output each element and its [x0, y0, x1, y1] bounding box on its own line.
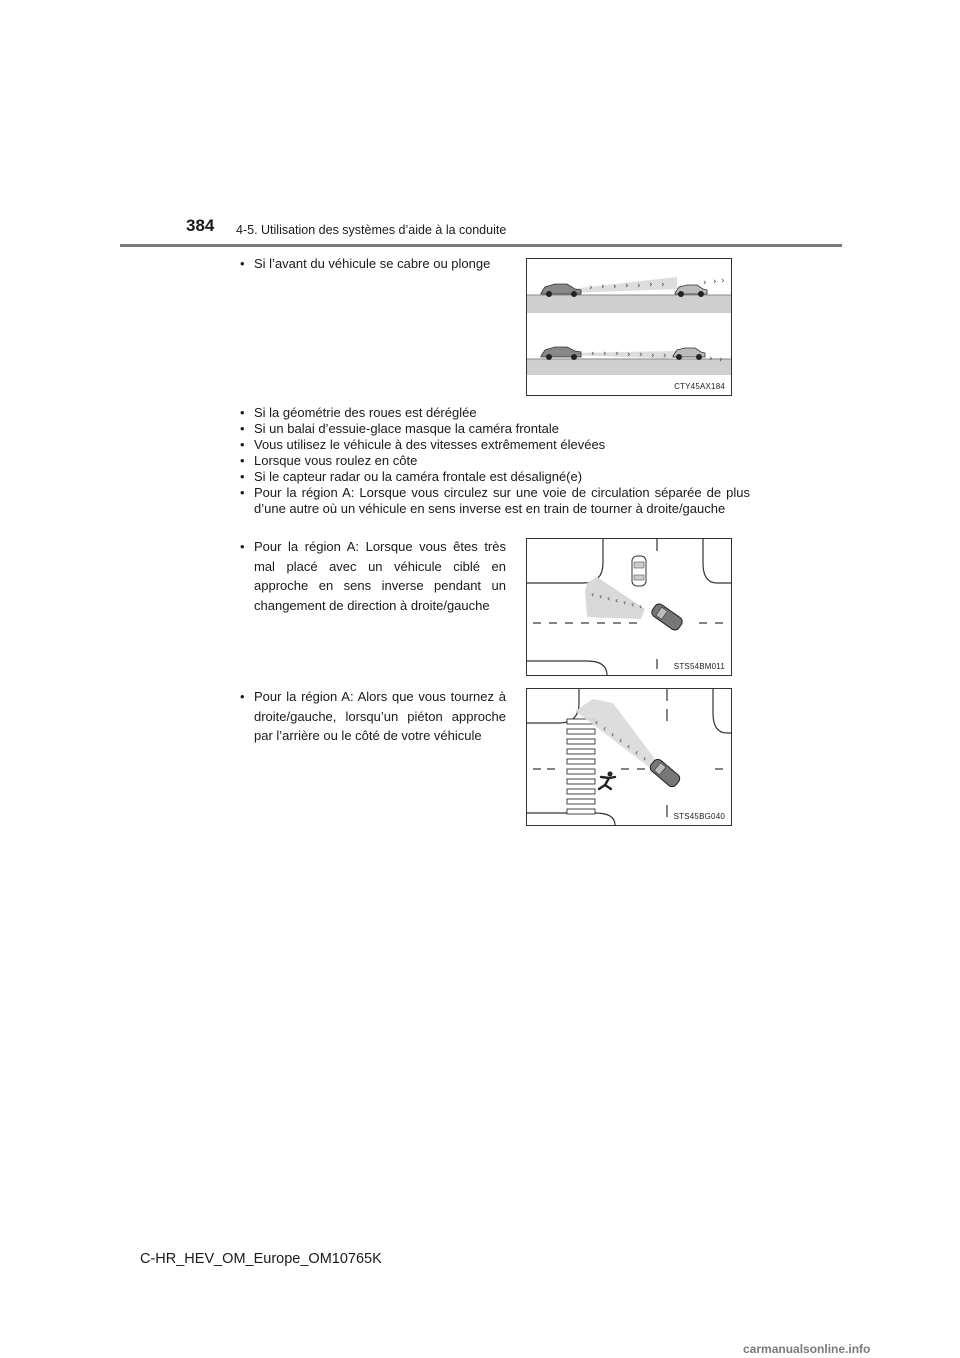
- vehicle-pitch-drawing: [527, 259, 731, 395]
- svg-text:›: ›: [627, 350, 631, 360]
- bullet-item-hill: • Lorsque vous roulez en côte: [240, 453, 750, 469]
- radar-beam-bottom: [571, 351, 677, 359]
- bullet-item-pitch: • Si l’avant du véhicule se cabre ou plonge: [240, 256, 520, 272]
- header-divider: [120, 244, 842, 247]
- svg-text:›: ›: [721, 276, 725, 286]
- svg-text:›: ›: [663, 351, 667, 361]
- illustration-oncoming-turn: [526, 538, 732, 676]
- svg-text:›: ›: [625, 281, 629, 291]
- pedestrian-icon: [599, 772, 615, 790]
- svg-text:›: ›: [603, 349, 607, 359]
- svg-text:›: ›: [601, 282, 605, 292]
- oncoming-turn-drawing: [527, 539, 731, 675]
- svg-text:›: ›: [615, 349, 619, 359]
- svg-text:‹: ‹: [627, 742, 631, 751]
- svg-text:‹: ‹: [607, 594, 611, 603]
- illustration-vehicle-pitch: [526, 258, 732, 396]
- svg-text:›: ›: [709, 354, 713, 364]
- svg-text:‹: ‹: [611, 730, 615, 739]
- page-number: 384: [186, 216, 215, 235]
- bullet-item-oncoming-turn: • Pour la région A: Lorsque vous êtes très mal placé avec un véhicule ciblé en approche en sens inverse pendant un changement de direction à droite/gauche: [240, 537, 506, 615]
- car-icon: [673, 348, 705, 360]
- svg-text:‹: ‹: [631, 600, 635, 609]
- svg-text:›: ›: [713, 277, 717, 287]
- illustration-pedestrian-turn: [526, 688, 732, 826]
- bullet-item-high-speed: • Vous utilisez le véhicule à des vitesses extrêmement élevées: [240, 437, 750, 453]
- svg-text:›: ›: [719, 355, 723, 365]
- svg-text:‹: ‹: [603, 724, 607, 733]
- svg-text:›: ›: [589, 283, 593, 293]
- svg-text:‹: ‹: [635, 748, 639, 757]
- car-icon: [648, 757, 682, 788]
- svg-text:‹: ‹: [615, 596, 619, 605]
- svg-text:›: ›: [639, 350, 643, 360]
- figure-code: STS54BM011: [673, 662, 725, 671]
- svg-text:‹: ‹: [599, 592, 603, 601]
- svg-text:‹: ‹: [595, 718, 599, 727]
- car-icon: [541, 347, 581, 360]
- svg-text:›: ›: [591, 349, 595, 359]
- figure-code: CTY45AX184: [674, 382, 725, 391]
- svg-text:‹: ‹: [623, 598, 627, 607]
- bullet-item-separated-lane: • Pour la région A: Lorsque vous circulez sur une voie de circulation séparée de plus d’une autre où un véhicule en sens inverse est en train de tourner à droite/gauche: [240, 485, 750, 517]
- bullet-item-wheel-alignment: • Si la géométrie des roues est déréglée: [240, 405, 750, 421]
- figure-code: STS45BG040: [673, 812, 725, 821]
- svg-text:›: ›: [651, 351, 655, 361]
- svg-text:‹: ‹: [591, 590, 595, 599]
- document-id: C-HR_HEV_OM_Europe_OM10765K: [140, 1251, 382, 1267]
- svg-text:›: ›: [613, 282, 617, 292]
- watermark: carmanualsonline.info: [743, 1342, 871, 1356]
- svg-text:‹: ‹: [619, 736, 623, 745]
- bullet-item-misaligned: • Si le capteur radar ou la caméra frontale est désaligné(e): [240, 469, 750, 485]
- section-title: 4-5. Utilisation des systèmes d’aide à la conduite: [236, 223, 507, 237]
- svg-text:›: ›: [703, 278, 707, 288]
- svg-text:›: ›: [637, 281, 641, 291]
- car-icon: [632, 556, 646, 586]
- car-icon: [650, 602, 684, 632]
- crosswalk: [567, 719, 595, 814]
- svg-text:‹: ‹: [643, 754, 647, 763]
- bullet-item-pedestrian: • Pour la région A: Alors que vous tournez à droite/gauche, lorsqu’un piéton approche par l’arrière ou le côté de votre véhicule: [240, 687, 506, 746]
- svg-text:›: ›: [649, 280, 653, 290]
- pedestrian-turn-drawing: [527, 689, 731, 825]
- svg-text:›: ›: [661, 280, 665, 290]
- bullet-item-wiper: • Si un balai d’essuie-glace masque la caméra frontale: [240, 421, 750, 437]
- svg-text:‹: ‹: [639, 602, 643, 611]
